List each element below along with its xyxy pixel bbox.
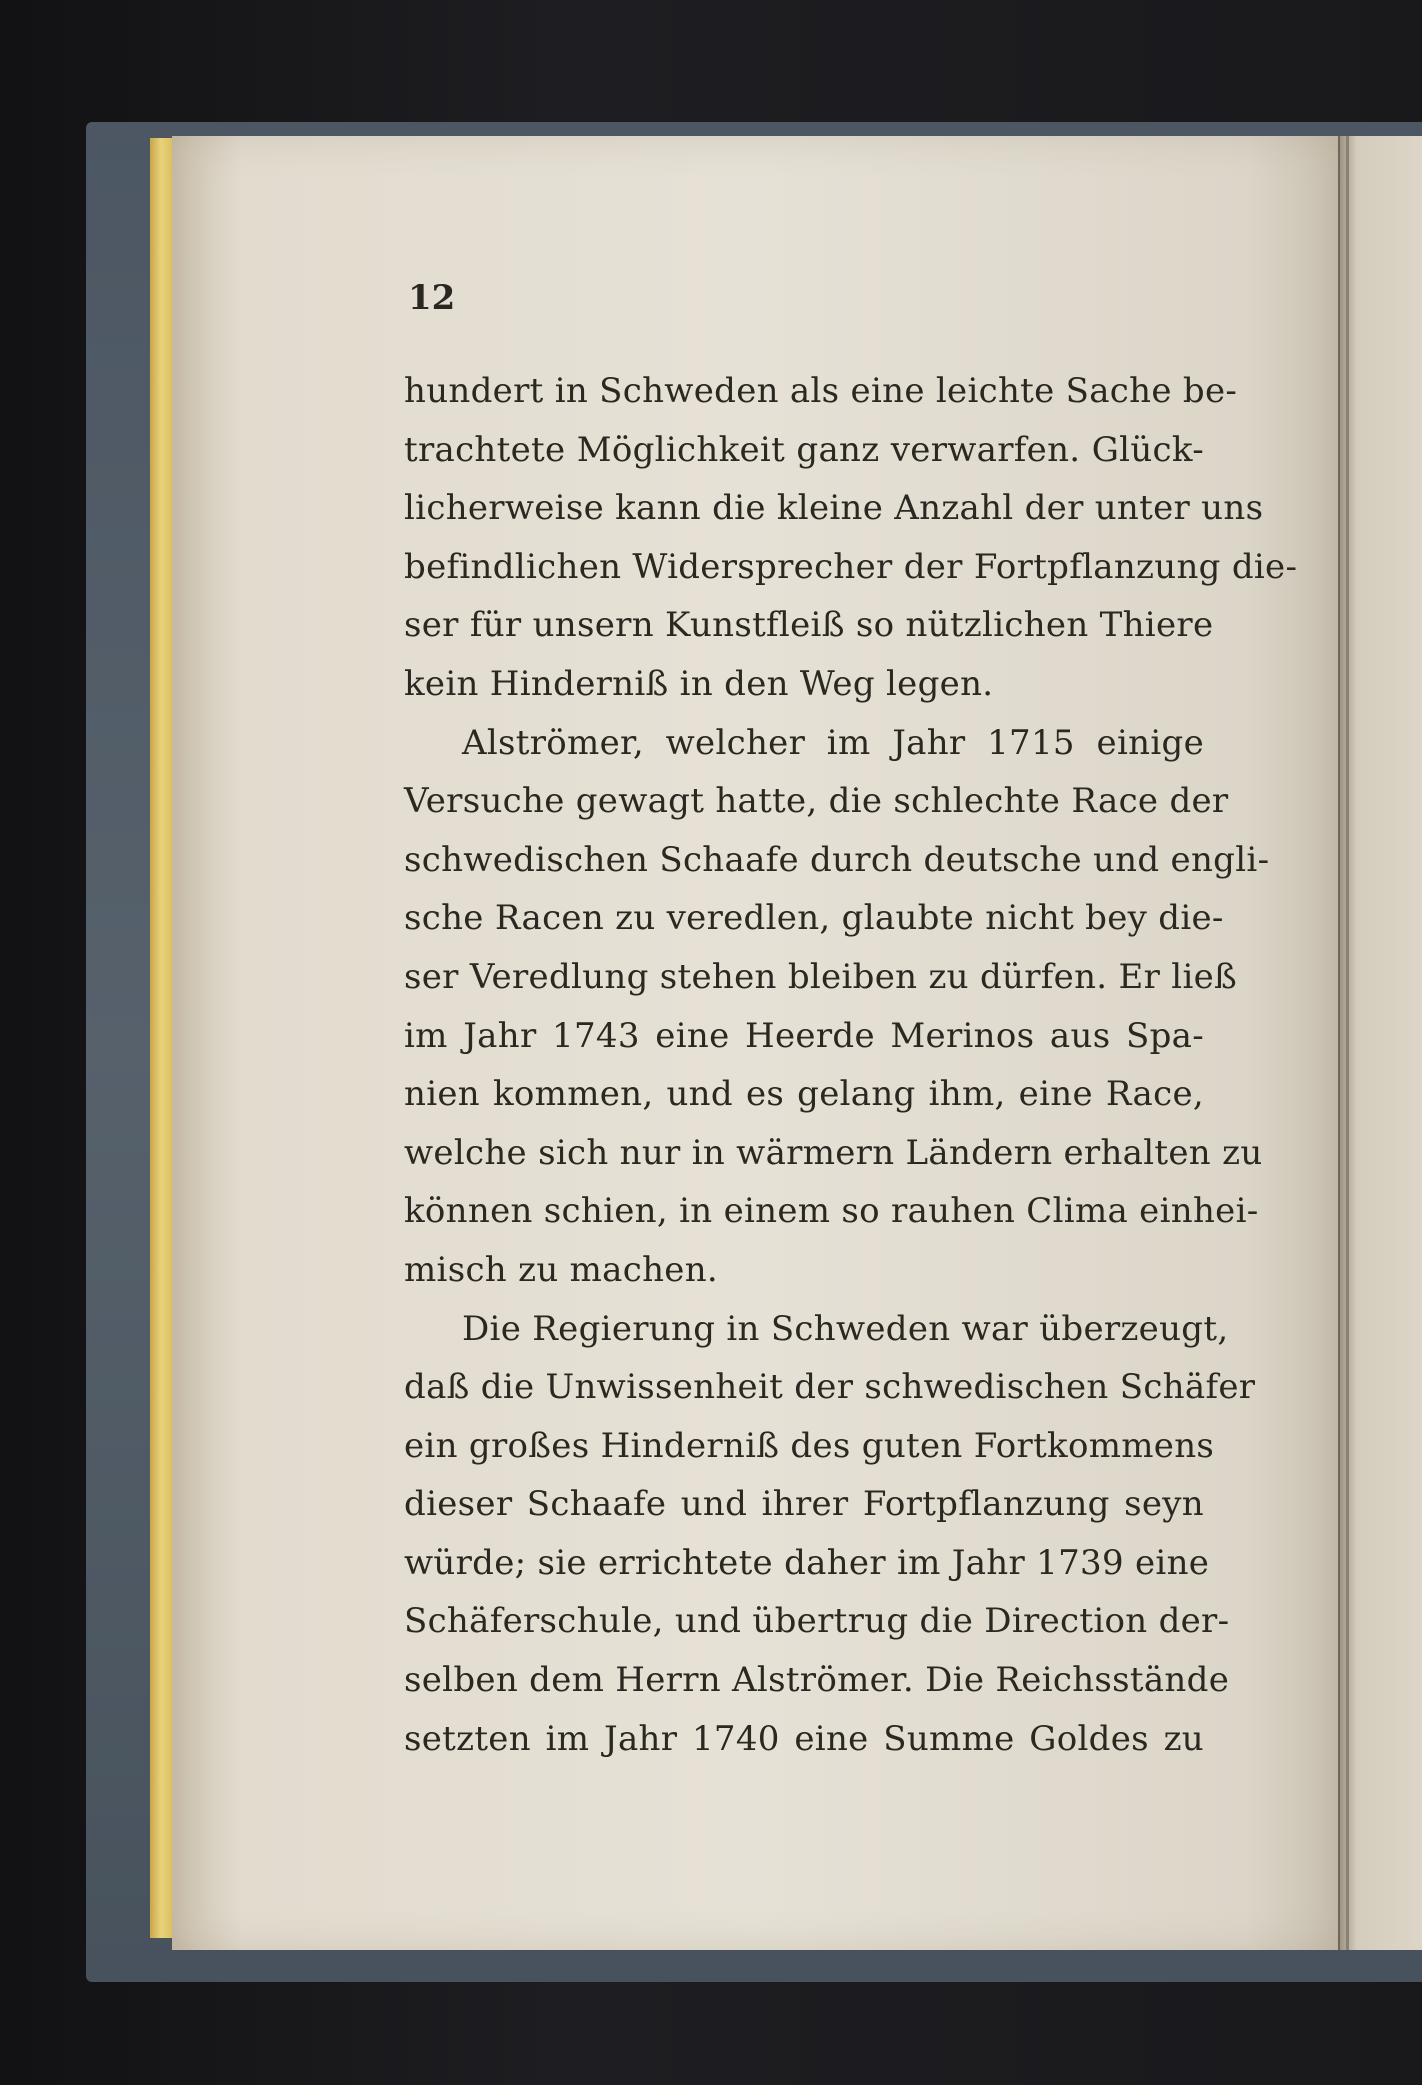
text-line: licherweise kann die kleine Anzahl der unter uns bbox=[404, 488, 1264, 529]
text-line: Schäferschule, und übertrug die Direction der- bbox=[404, 1601, 1230, 1642]
facing-page-edge bbox=[1338, 136, 1422, 1950]
text-line: misch zu machen. bbox=[404, 1249, 719, 1290]
text-line: hundert in Schweden als eine leichte Sache be- bbox=[404, 371, 1238, 411]
text-line: setzten im Jahr 1740 eine Summe Goldes zu bbox=[404, 1718, 1204, 1759]
text-line: Versuche gewagt hatte, die schlechte Race der bbox=[404, 781, 1229, 822]
paragraph-start-line: Die Regierung in Schweden war überzeugt, bbox=[462, 1308, 1229, 1349]
text-line: ser Veredlung stehen bleiben zu dürfen. Er ließ bbox=[404, 956, 1238, 997]
body-text bbox=[404, 362, 1298, 1768]
paragraph-start-line: Alströmer, welcher im Jahr 1715 einige bbox=[462, 722, 1204, 763]
text-line: nien kommen, und es gelang ihm, eine Race, bbox=[404, 1074, 1204, 1115]
text-line: dieser Schaafe und ihrer Fortpflanzung seyn bbox=[404, 1484, 1204, 1525]
text-line: ser für unsern Kunstfleiß so nützlichen Thiere bbox=[404, 605, 1214, 646]
gutter-line bbox=[1346, 136, 1349, 1950]
text-line: befindlichen Widersprecher der Fortpflanzung die- bbox=[404, 546, 1298, 587]
text-line: sche Racen zu veredlen, glaubte nicht bey die- bbox=[404, 898, 1224, 939]
text-line: können schien, in einem so rauhen Clima einhei- bbox=[404, 1191, 1259, 1232]
text-line: selben dem Herrn Alströmer. Die Reichsstände bbox=[404, 1660, 1230, 1701]
text-line: kein Hinderniß in den Weg legen. bbox=[404, 663, 994, 704]
text-line: daß die Unwissenheit der schwedischen Schäfer bbox=[404, 1367, 1256, 1408]
text-line: ein großes Hinderniß des guten Fortkommens bbox=[404, 1425, 1215, 1466]
gilt-page-edge bbox=[150, 138, 174, 1938]
page-number: 12 bbox=[408, 278, 456, 318]
text-line: schwedischen Schaafe durch deutsche und engli- bbox=[404, 839, 1270, 880]
text-line: würde; sie errichtete daher im Jahr 1739 eine bbox=[404, 1542, 1210, 1583]
text-line: welche sich nur in wärmern Ländern erhalten zu bbox=[404, 1132, 1263, 1173]
text-line: trachtete Möglichkeit ganz verwarfen. Glück- bbox=[404, 429, 1204, 470]
text-line: im Jahr 1743 eine Heerde Merinos aus Spa- bbox=[404, 1015, 1204, 1056]
